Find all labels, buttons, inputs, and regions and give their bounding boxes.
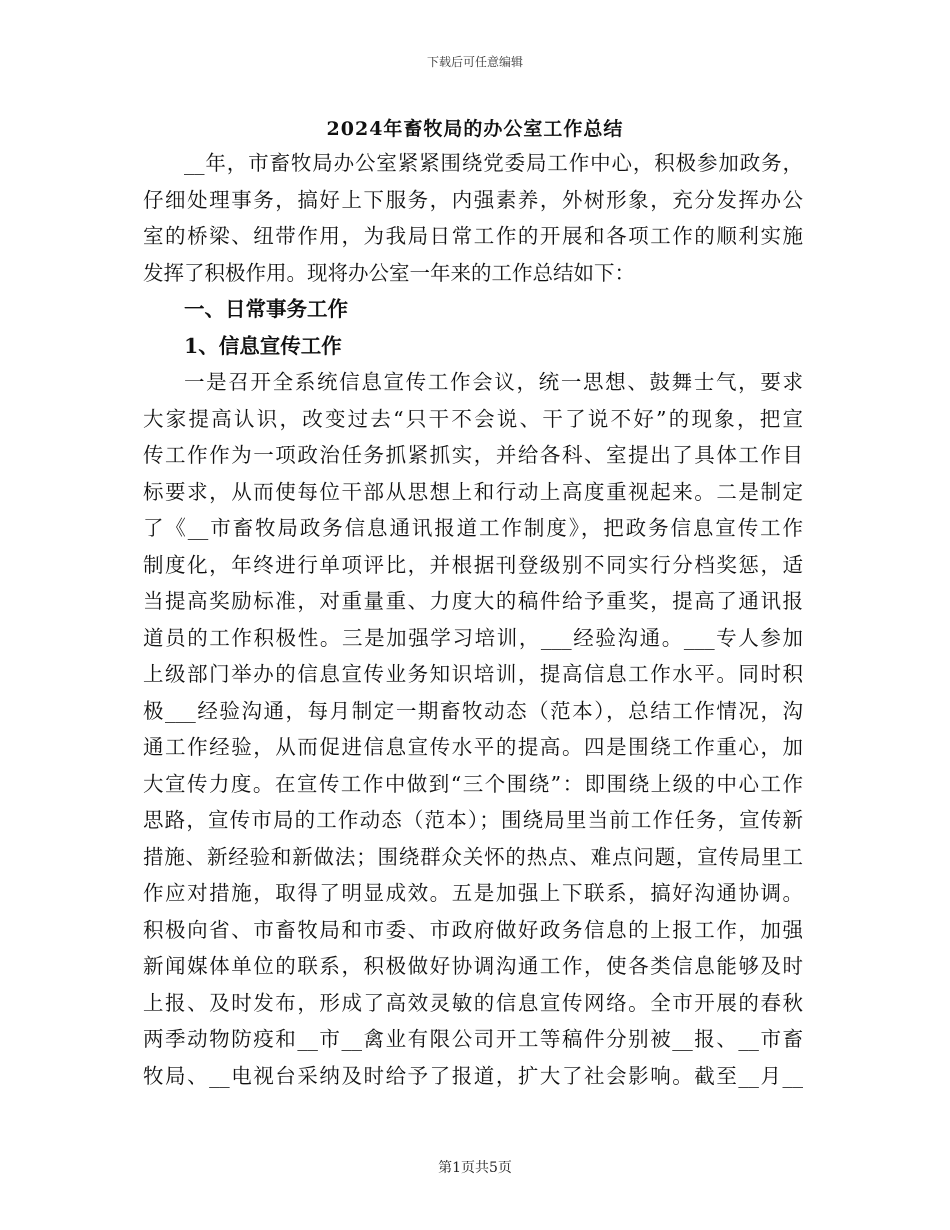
paragraph-line: 上级部门举办的信息宣传业务知识培训，提高信息工作水平。同时积 <box>143 662 803 686</box>
paragraph-line: 牧局、__电视台采纳及时给予了报道，扩大了社会影响。截至__月__ <box>143 1063 803 1088</box>
paragraph-line: 仔细处理事务，搞好上下服务，内强素养，外树形象，充分发挥办公 <box>143 187 803 212</box>
section-heading: 一、日常事务工作 <box>184 297 348 321</box>
paragraph-line: 发挥了积极作用。现将办公室一年来的工作总结如下： <box>143 260 635 285</box>
paragraph-line: 思路，宣传市局的工作动态（范本）；围绕局里当前工作任务，宣传新 <box>143 808 803 832</box>
paragraph-line: 通工作经验，从而促进信息宣传水平的提高。四是围绕工作重心，加 <box>143 735 803 759</box>
paragraph-line: 措施、新经验和新做法；围绕群众关怀的热点、难点问题，宣传局里工 <box>143 844 803 869</box>
paragraph-line: 了《__市畜牧局政务信息通讯报道工作制度》，把政务信息宣传工作 <box>143 516 803 540</box>
paragraph-line: __年，市畜牧局办公室紧紧围绕党委局工作中心，积极参加政务， <box>184 151 803 175</box>
paragraph-line: 一是召开全系统信息宣传工作会议，统一思想、鼓舞士气，要求 <box>184 370 803 394</box>
page-number-footer: 第1页共5页 <box>438 1160 512 1176</box>
subsection-heading: 1、信息宣传工作 <box>184 333 342 358</box>
paragraph-line: 积极向省、市畜牧局和市委、市政府做好政务信息的上报工作，加强 <box>143 917 803 942</box>
document-body <box>143 145 803 1094</box>
paragraph-line: 上报、及时发布，形成了高效灵敏的信息宣传网络。全市开展的春秋 <box>143 990 803 1015</box>
paragraph-line: 大宣传力度。在宣传工作中做到“三个围绕”：即围绕上级的中心工作 <box>143 771 803 796</box>
document-title: 2024年畜牧局的办公室工作总结 <box>326 118 624 140</box>
paragraph-line: 标要求，从而使每位干部从思想上和行动上高度重视起来。二是制定 <box>143 479 803 504</box>
paragraph-line: 大家提高认识，改变过去“只干不会说、干了说不好”的现象，把宣 <box>143 406 803 431</box>
paragraph-line: 新闻媒体单位的联系，积极做好协调沟通工作，使各类信息能够及时 <box>143 954 803 978</box>
paragraph-line: 室的桥梁、纽带作用，为我局日常工作的开展和各项工作的顺利实施 <box>143 224 803 248</box>
paragraph-line: 两季动物防疫和__市__禽业有限公司开工等稿件分别被__报、__市畜 <box>143 1027 803 1051</box>
paragraph-line: 作应对措施，取得了明显成效。五是加强上下联系，搞好沟通协调。 <box>143 881 803 905</box>
paragraph-line: 极___经验沟通，每月制定一期畜牧动态（范本），总结工作情况，沟 <box>143 698 803 723</box>
paragraph-line: 传工作作为一项政治任务抓紧抓实，并给各科、室提出了具体工作目 <box>143 443 803 467</box>
paragraph-line: 制度化，年终进行单项评比，并根据刊登级别不同实行分档奖惩，适 <box>143 552 803 577</box>
paragraph-line: 道员的工作积极性。三是加强学习培训，___经验沟通。___专人参加 <box>143 625 803 650</box>
paragraph-line: 当提高奖励标准，对重量重、力度大的稿件给予重奖，提高了通讯报 <box>143 589 803 613</box>
page-header-note: 下载后可任意编辑 <box>426 55 523 69</box>
